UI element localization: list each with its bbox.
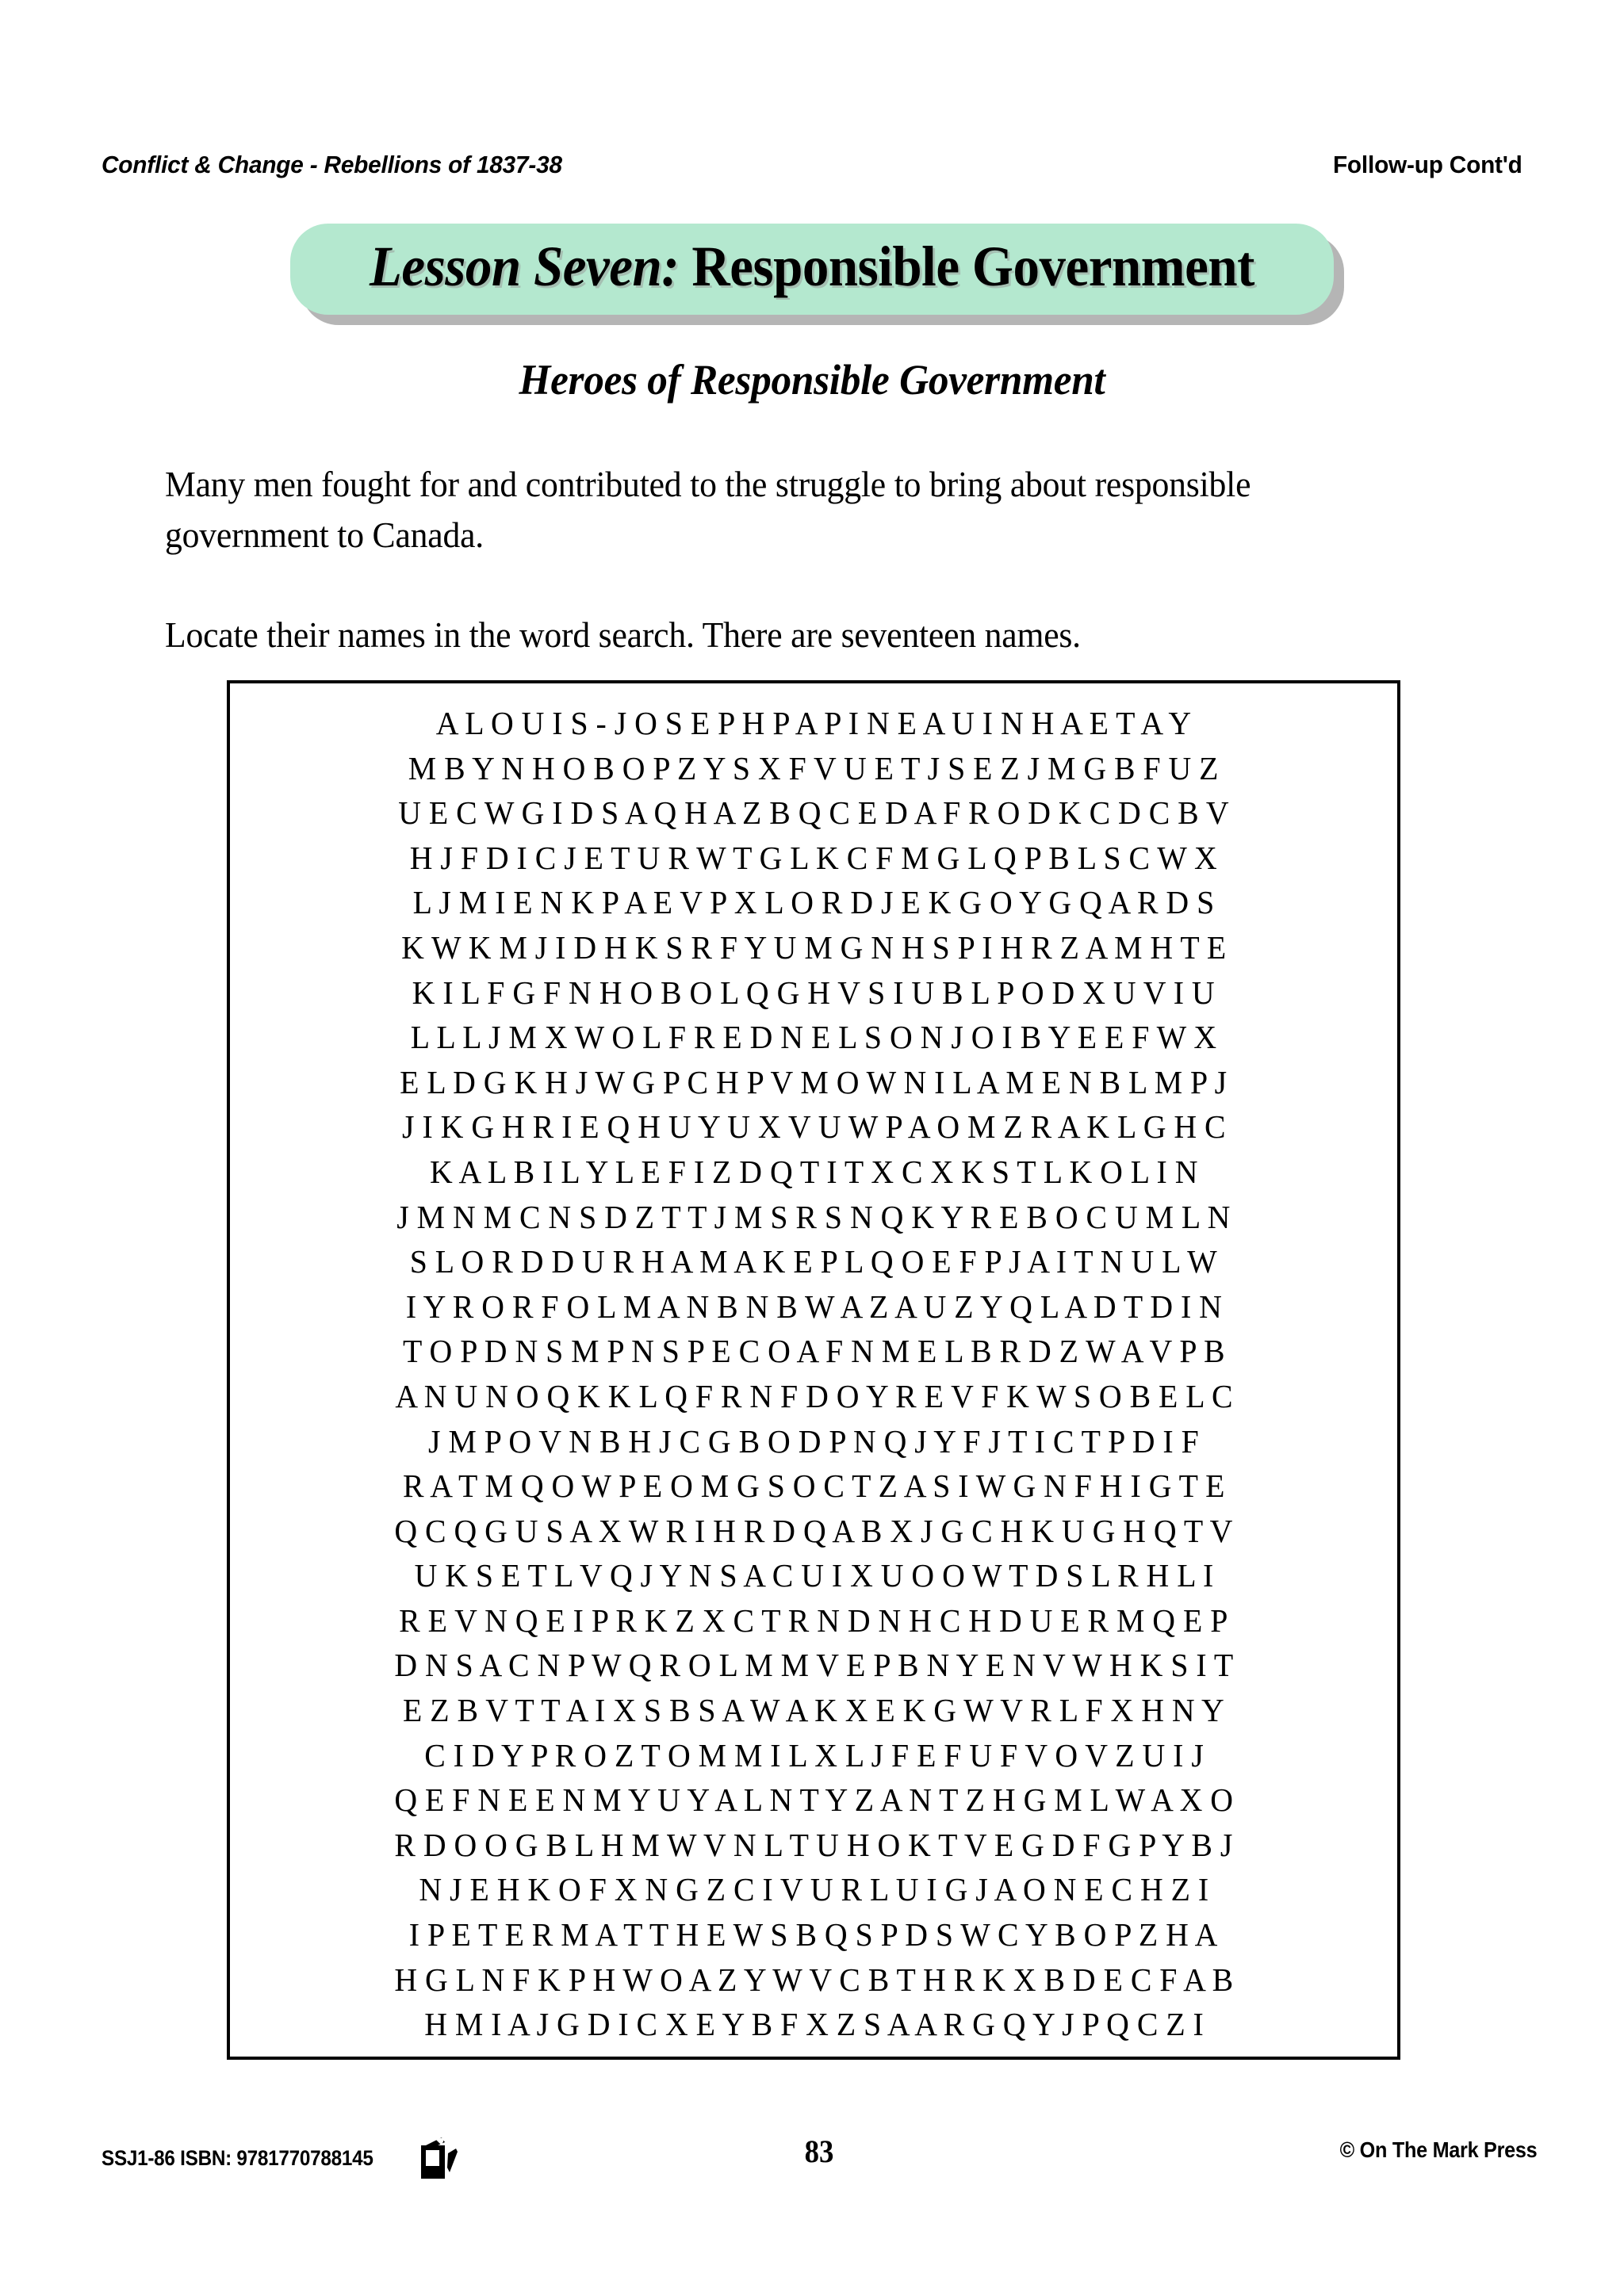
word-search-row xyxy=(230,701,1397,746)
word-search-row-letters: K I L F G F N H O B O L Q G H V S I U B L P O D X U V I U xyxy=(412,974,1216,1011)
word-search-row xyxy=(230,1957,1397,2003)
word-search-row-letters: K A L B I L Y L E F I Z D Q T I T X C X K S T L K O L I N xyxy=(429,1153,1198,1190)
word-search-row-letters: J I K G H R I E Q H U Y U X V U W P A O M Z R A K L G H C xyxy=(401,1108,1226,1146)
page-subtitle-text: Heroes of Responsible Government xyxy=(519,356,1105,404)
word-search-row-letters: R D O O G B L H M W V N L T U H O K T V E G D F G P Y B J xyxy=(394,1826,1233,1863)
word-search-row xyxy=(230,1104,1397,1150)
word-search-row xyxy=(230,1329,1397,1374)
word-search-row-letters: I P E T E R M A T T H E W S B Q S P D S W C Y B O P Z H A xyxy=(409,1916,1218,1954)
lesson-topic: Responsible Government xyxy=(679,235,1254,298)
word-search-row-letters: H G L N F K P H W O A Z Y W V C B T H R K X B D E C F A B xyxy=(394,1961,1233,1998)
word-search-row-letters: A N U N O Q K K L Q F R N F D O Y R E V F K W S O B E L C xyxy=(394,1377,1233,1414)
word-search-row-letters: M B Y N H O B O P Z Y S X F V U E T J S E Z J M G B F U Z xyxy=(408,749,1219,786)
word-search-row-letters: S L O R D D U R H A M A K E P L Q O E F P J A I T N U L W xyxy=(410,1243,1217,1280)
word-search-row xyxy=(230,970,1397,1016)
word-search-row xyxy=(230,1464,1397,1509)
word-search-box xyxy=(227,680,1400,2060)
word-search-row xyxy=(230,790,1397,836)
header-section-label: Follow-up Cont'd xyxy=(1333,151,1522,178)
word-search-row-letters: T O P D N S M P N S P E C O A F N M E L B R D Z W A V P B xyxy=(402,1333,1225,1370)
word-search-row xyxy=(230,1867,1397,1912)
footer-isbn-code: SSJ1-86 ISBN: 9781770788145 xyxy=(102,2145,373,2170)
page-footer xyxy=(102,2125,1537,2180)
footer-copyright: © On The Mark Press xyxy=(1339,2137,1537,2162)
word-search-row xyxy=(230,836,1397,881)
word-search-row xyxy=(230,746,1397,791)
word-search-row-letters: I Y R O R F O L M A N B N B W A Z A U Z Y Q L A D T D I N xyxy=(405,1288,1222,1325)
header-unit-title: Conflict & Change - Rebellions of 1837-38 xyxy=(102,151,562,178)
intro-paragraph-text: Many men fought for and contributed to the struggle to bring about responsible government to Canada. xyxy=(165,465,1251,555)
word-search-row-letters: U K S E T L V Q J Y N S A C U I X U O O W T D S L R H L I xyxy=(414,1557,1213,1594)
word-search-row xyxy=(230,2002,1397,2047)
intro-paragraph xyxy=(165,460,1402,561)
word-search-row xyxy=(230,1150,1397,1195)
word-search-row xyxy=(230,1598,1397,1644)
word-search-row xyxy=(230,1509,1397,1554)
word-search-row-letters: L L L J M X W O L F R E D N E L S O N J O I B Y E E F W X xyxy=(410,1019,1217,1056)
word-search-row xyxy=(230,1015,1397,1060)
word-search-row xyxy=(230,1284,1397,1330)
word-search-row-letters: R A T M Q O W P E O M G S O C T Z A S I W G N F H I G T E xyxy=(402,1468,1225,1505)
word-search-row xyxy=(230,1688,1397,1733)
word-search-row xyxy=(230,1060,1397,1105)
word-search-row-letters: J M P O V N B H J C G B O D P N Q J Y F J T I C T P D I F xyxy=(428,1422,1199,1460)
word-search-row xyxy=(230,1419,1397,1464)
word-search-row-letters: U E C W G I D S A Q H A Z B Q C E D A F R O D K C D C B V xyxy=(398,794,1229,832)
word-search-row xyxy=(230,1912,1397,1957)
word-search-row-letters: C I D Y P R O Z T O M M I L X L J F E F U F V O V Z U I J xyxy=(423,1736,1204,1774)
instruction-paragraph xyxy=(165,610,1402,661)
word-search-row-letters: Q C Q G U S A X W R I H R D Q A B X J G C H K U G H Q T V xyxy=(394,1512,1233,1549)
lesson-label: Lesson Seven: xyxy=(370,235,680,298)
word-search-row-letters: N J E H K O F X N G Z C I V U R L U I G J A O N E C H Z I xyxy=(419,1871,1208,1908)
word-search-row xyxy=(230,925,1397,970)
word-search-row-letters: R E V N Q E I P R K Z X C T R N D N H C H D U E R M Q E P xyxy=(399,1601,1228,1639)
word-search-row xyxy=(230,1195,1397,1240)
instruction-paragraph-text: Locate their names in the word search. There are seventeen names. xyxy=(165,615,1081,655)
word-search-row xyxy=(230,880,1397,925)
title-banner-wrapper xyxy=(0,224,1624,315)
footer-page-number xyxy=(102,2133,1537,2170)
word-search-row-letters: H M I A J G D I C X E Y B F X Z S A A R G Q Y J P Q C Z I xyxy=(423,2006,1204,2043)
title-banner xyxy=(290,224,1334,315)
word-search-row xyxy=(230,1733,1397,1778)
word-search-row xyxy=(230,1777,1397,1823)
word-search-row-letters: D N S A C N P W Q R O L M M V E P B N Y E N V W H K S I T xyxy=(394,1647,1233,1684)
word-search-row xyxy=(230,1374,1397,1419)
word-search-row-letters: E L D G K H J W G P C H P V M O W N I L A M E N B L M P J xyxy=(400,1063,1228,1100)
page-subtitle xyxy=(0,355,1624,404)
word-search-row xyxy=(230,1239,1397,1284)
word-search-row-letters: K W K M J I D H K S R F Y U M G N H S P I H R Z A M H T E xyxy=(400,928,1227,966)
word-search-row-letters: Q E F N E E N M Y U Y A L N T Y Z A N T Z H G M L W A X O xyxy=(394,1781,1233,1819)
word-search-grid xyxy=(230,701,1397,2047)
word-search-row-letters: E Z B V T T A I X S B S A W A K X E K G W V R L F X H N Y xyxy=(403,1692,1224,1729)
word-search-row xyxy=(230,1823,1397,1868)
running-header xyxy=(102,151,1522,186)
footer-page-number-text: 83 xyxy=(804,2133,834,2169)
word-search-row-letters: L J M I E N K P A E V P X L O R D J E K G O Y G Q A R D S xyxy=(412,884,1215,921)
word-search-row xyxy=(230,1553,1397,1598)
title-banner-text xyxy=(370,235,1254,299)
word-search-row-letters: A L O U I S - J O S E P H P A P I N E A U I N H A E T A Y xyxy=(435,705,1192,741)
word-search-row-letters: J M N M C N S D Z T T J M S R S N Q K Y R E B O C U M L N xyxy=(396,1198,1231,1235)
word-search-row xyxy=(230,1643,1397,1688)
word-search-row-letters: H J F D I C J E T U R W T G L K C F M G L Q P B L S C W X xyxy=(409,839,1217,876)
